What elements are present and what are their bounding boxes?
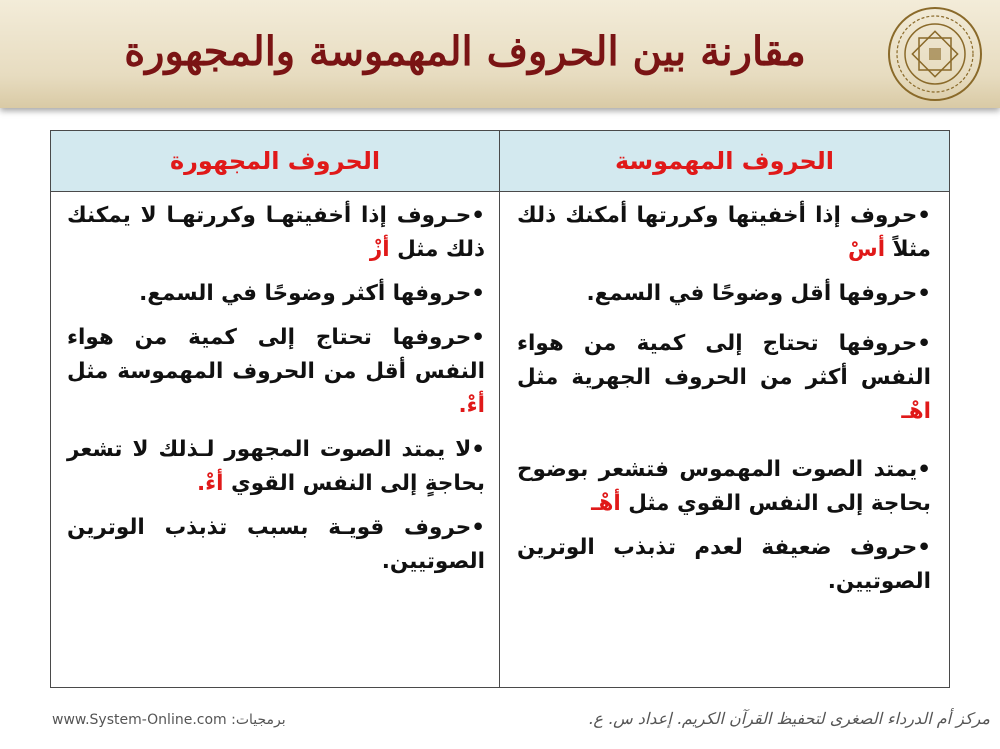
- whispered-point-4: •يمتد الصوت المهموس فتشعر بوضوح بحاجة إلى النفس القوي مثل أهْـ: [517, 457, 931, 516]
- column-voiced: [67, 199, 485, 589]
- voiced-point-1: •حـروف إذا أخفيتهـا وكررتهـا لا يمكنك ذلك مثل أزْ: [67, 203, 485, 262]
- table-header-row: [51, 131, 949, 192]
- emblem-icon: [885, 4, 985, 104]
- voiced-point-2: •حروفها أكثر وضوحًا في السمع.: [139, 281, 485, 306]
- footer-url: www.System-Online.com :برمجيات: [52, 712, 286, 728]
- voiced-point-4: •لا يمتد الصوت المجهور لـذلك لا تشعر بحاجةٍ إلى النفس القوي أءْ.: [67, 437, 485, 496]
- footer-credit: مركز أم الدرداء الصغرى لتحفيظ القرآن الكريم. إعداد س. ع.: [588, 709, 990, 728]
- whispered-point-2: •حروفها أقل وضوحًا في السمع.: [586, 281, 931, 306]
- column-divider: [499, 131, 500, 687]
- column-whispered: [517, 199, 931, 609]
- header-voiced: الحروف المجهورة: [169, 147, 381, 175]
- voiced-point-3: •حروفها تحتاج إلى كمية من هواء النفس أقل من الحروف المهموسة مثل أءْ.: [67, 325, 485, 418]
- whispered-point-5: •حروف ضعيفة لعدم تذبذب الوترين الصوتيين.: [517, 535, 931, 594]
- voiced-point-5: •حروف قويـة بسبب تذبذب الوترين الصوتيين.: [67, 515, 485, 574]
- page-title: مقارنة بين الحروف المهموسة والمجهورة: [124, 28, 806, 75]
- comparison-table: [50, 130, 950, 688]
- whispered-point-3: •حروفها تحتاج إلى كمية من هواء النفس أكثر من الحروف الجهرية مثل اهْـ: [517, 331, 931, 424]
- whispered-point-1: •حروف إذا أخفيتها وكررتها أمكنك ذلك مثلاً أسْ: [517, 203, 931, 262]
- header-whispered: الحروف المهموسة: [614, 147, 835, 175]
